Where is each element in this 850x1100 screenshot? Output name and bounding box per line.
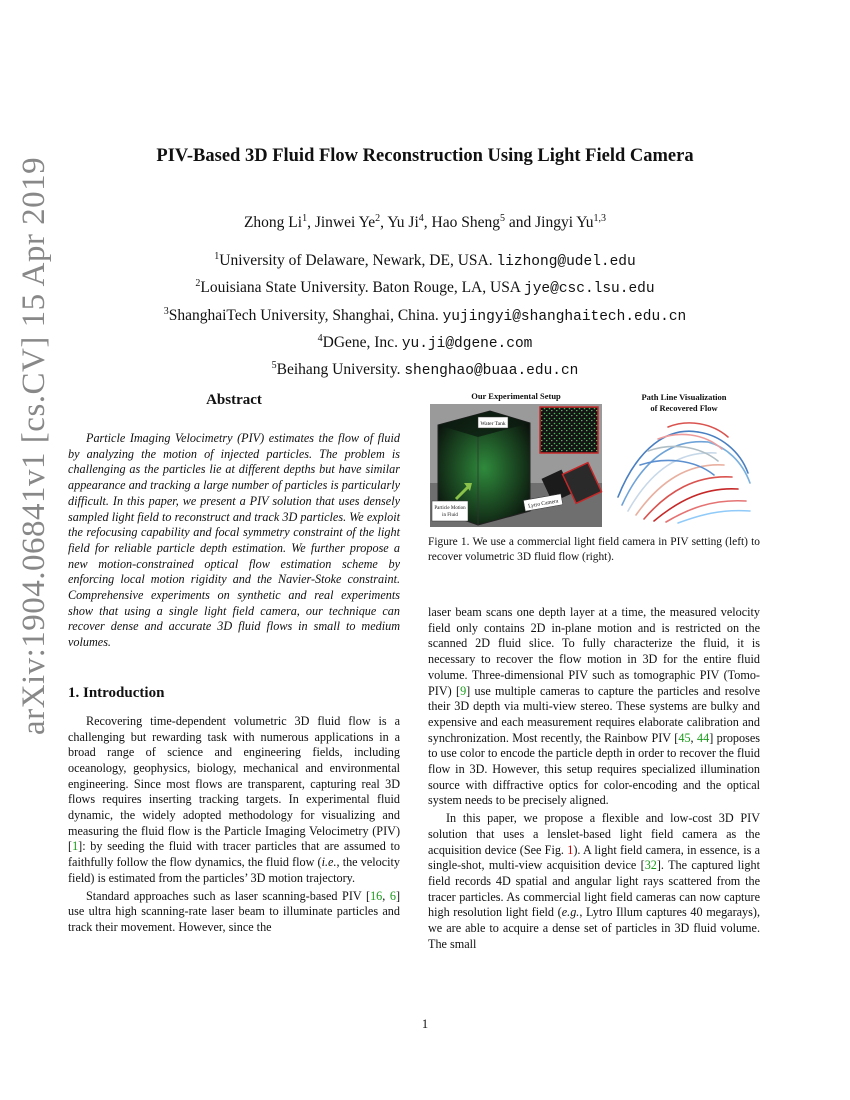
affil-email[interactable]: yujingyi@shanghaitech.edu.cn [442, 308, 687, 325]
particle-motion-label-2: in Fluid [442, 513, 458, 518]
author: Jinwei Ye [314, 214, 376, 232]
left-column [68, 392, 400, 938]
affil-text: DGene, Inc. [322, 334, 398, 352]
affiliation [0, 273, 850, 300]
intro-paragraph-2: Standard approaches such as laser scanning-based PIV [16, 6] use ultra high scanning-rate laser beam to illuminate particles and track their movement. However, since the [68, 888, 400, 934]
affil-text: Beihang University. [276, 361, 401, 379]
affil-mark: 2 [195, 278, 201, 290]
author-separator: , [380, 214, 388, 232]
affil-mark: 1 [214, 251, 220, 262]
section-heading-introduction: 1. Introduction [68, 684, 165, 701]
author-separator: , [307, 214, 315, 232]
arxiv-stamp: arXiv:1904.06841v1 [cs.CV] 15 Apr 2019 [16, 156, 52, 735]
affiliation [0, 355, 850, 382]
author: Hao Sheng [431, 214, 500, 232]
figure-ref-link[interactable]: 1 [567, 842, 574, 857]
affiliation [0, 328, 850, 355]
affil-email[interactable]: jye@csc.lsu.edu [524, 281, 655, 298]
lytro-camera-label: Lytro Camera [527, 498, 559, 510]
paper-title: PIV-Based 3D Fluid Flow Reconstruction Using Light Field Camera [156, 146, 694, 166]
affil-email[interactable]: yu.ji@dgene.com [401, 336, 533, 353]
intro-paragraph-1: Recovering time-dependent volumetric 3D fluid flow is a challenging but rewarding task with numerous applications in a broad range of science and engineering fields, including oceanology, geophysics, biology, mechanical and environmental engineering. Since most flows are transparent, capturing real 3D flows requires inserting tracking targets. In experimental fluid dynamic, the widely adopted methodology for visualizing and measuring the fluid flow is the Particle Imaging Velocimetry (PIV) [1]: by seeding the fluid with tracer particles that are assumed to faithfully follow the flow dynamics, the fluid flow (i.e., the velocity field) is estimated from the particles’ 3D motion trajectory. [68, 713, 400, 885]
water-tank-label: Water Tank [480, 421, 506, 427]
abstract-heading: Abstract [206, 392, 262, 408]
particle-motion-label: Particle Motion [434, 506, 466, 511]
experimental-setup-image [428, 387, 604, 529]
author-affil-mark: 1 [302, 213, 308, 224]
author: Jingyi Yu [535, 214, 594, 232]
abstract-text: Particle Imaging Velocimetry (PIV) estimates the flow of fluid by analyzing the motion of injected particles. The problem is challenging as the particles lie at different depths but have similar appearance and tracking a large number of particles is particularly difficult. In this paper, we present a PIV solution that uses densely sampled light field to reconstruct and track 3D particles. We exploit the refocusing capability and focal symmetry constraint of the light field for reliable particle depth estimation. We further propose a new motion-constrained optical flow estimation scheme by enforcing local motion rigidity and the Navier-Stoke constraint. Comprehensive experiments on synthetic and real experiments show that using a single light field camera, our technique can recover dense and accurate 3D fluid flows in small to medium volumes. [68, 431, 400, 650]
affiliation [0, 301, 850, 328]
figure-visualization-title-1: Path Line Visualization [641, 392, 727, 402]
author-separator: , [423, 214, 432, 232]
affil-mark: 5 [271, 360, 277, 372]
citation-link[interactable]: 9 [460, 683, 467, 698]
figure-1 [428, 387, 760, 529]
citation-link[interactable]: 44 [697, 730, 710, 745]
figure-setup-title: Our Experimental Setup [471, 391, 561, 401]
author-affil-mark: 5 [499, 213, 505, 224]
author-affil-mark: 4 [418, 213, 424, 224]
citation-link[interactable]: 45 [678, 730, 691, 745]
affil-text: Louisiana State University. Baton Rouge, LA, USA [200, 279, 521, 297]
body-paragraph-4: In this paper, we propose a flexible and low-cost 3D PIV solution that uses a lenslet-based light field camera as the acquisition device (See Fig. 1). A light field camera, in essence, is a single-shot, multi-view acquisition device [32]. The captured light field records 4D spatial and angular light rays scattered from the tracer particles. As commercial light field cameras can now capture high resolution light field (e.g., Lytro Illum captures 40 megarays), we are able to acquire a dense set of particles in 3D fluid volume. The small [428, 811, 761, 951]
affil-text: University of Delaware, Newark, DE, USA. [219, 252, 493, 270]
citation-link[interactable]: 32 [644, 858, 657, 873]
affiliation-list [0, 246, 850, 383]
figure-1-caption: Figure 1. We use a commercial light field camera in PIV setting (left) to recover volumetric 3D fluid flow (right). [428, 536, 760, 563]
affil-text: ShanghaiTech University, Shanghai, China. [168, 306, 439, 324]
author: Yu Ji [387, 214, 419, 232]
body-paragraph-3: laser beam scans one depth layer at a time, the measured velocity field only contains 2D in-plane motion and is restricted on the scanned 2D fluid slice. To fully characterize the fluid, it is necessary to recover the flow motion in 3D for the entire fluid volume. Three-dimensional PIV such as tomographic PIV (Tomo-PIV) [9] use multiple cameras to capture the particles and resolve their 3D depth via multi-view stereo. These systems are bulky and expensive and each measurement requires elaborate calibration and synchronization. Most recently, the Rainbow PIV [45, 44] proposes to use color to encode the particle depth in order to recover the fluid flow in 3D. However, this setup requires specialized illumination source with diffractive optics for color-encoding and the optical system needs to be precisely aligned. [428, 605, 760, 808]
affil-mark: 3 [163, 305, 169, 317]
figure-visualization-title-2: of Recovered Flow [650, 403, 718, 413]
right-column-body [428, 605, 760, 952]
affil-email[interactable]: shenghao@buaa.edu.cn [404, 363, 579, 380]
citation-link[interactable]: 16 [370, 888, 383, 903]
citation-link[interactable]: 6 [389, 888, 396, 903]
author: Zhong Li [243, 214, 303, 232]
right-column [428, 387, 760, 954]
affiliation [0, 246, 850, 273]
author-affil-mark: 2 [375, 213, 381, 224]
affil-mark: 4 [317, 333, 323, 345]
affil-email[interactable]: lizhong@udel.edu [496, 254, 636, 271]
author-separator: and [504, 214, 536, 232]
author-affil-mark: 1,3 [593, 213, 607, 224]
path-line-visualization-image [608, 387, 760, 529]
page-number: 1 [421, 1017, 429, 1031]
citation-link[interactable]: 1 [72, 839, 79, 854]
author-list [0, 213, 850, 232]
